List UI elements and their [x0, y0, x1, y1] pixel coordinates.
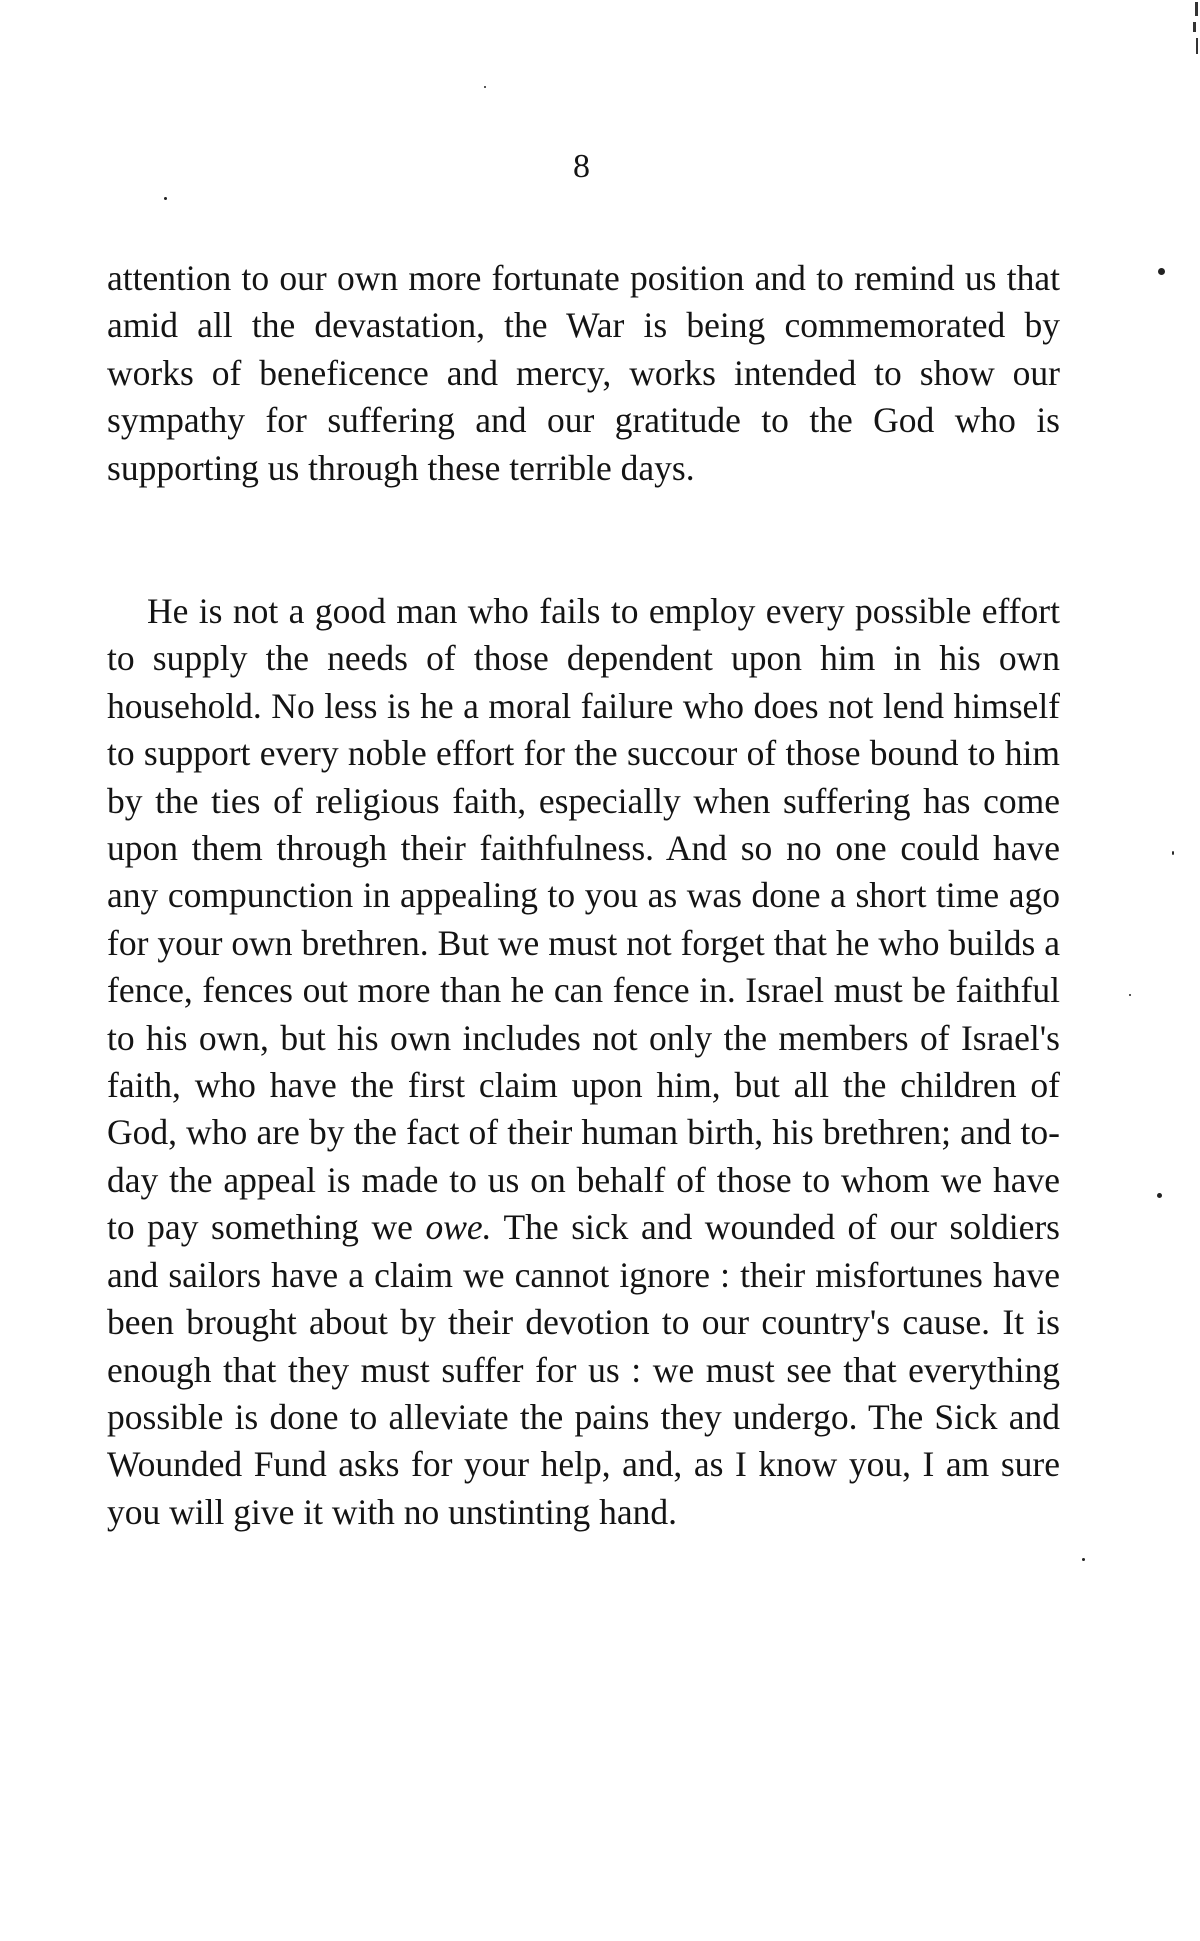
scan-speck — [484, 86, 486, 88]
paragraph-2-emphasis: owe. — [425, 1207, 492, 1248]
paragraph-2-text-a: He is not a good man who fails to employ every possible effort to supply the needs of those dependent upon him in his own household. No less is he a moral failure who does not lend himself to support every noble effort for the succour of those bound to him by the ties of religious faith, especially when suffering has come upon them through their faithfulness. And so no one could have any compunction in appealing to you as was done a short time ago for your own brethren. But we must not forget that he who builds a fence, fences out more than he can fence in. Israel must be faithful to his own, but his own includes not only the members of Israel's faith, who have the first claim upon him, but all the children of God, who are by the fact of their human birth, his brethren; and to-day the appeal is made to us on behalf of those to whom we have to pay something we — [107, 591, 1060, 1248]
scan-edge-marks — [1186, 0, 1200, 60]
scan-speck — [1129, 994, 1131, 996]
scan-speck — [1172, 851, 1174, 855]
scan-speck — [1158, 268, 1165, 275]
scan-speck — [164, 197, 167, 200]
scan-speck — [1082, 1558, 1085, 1561]
paragraph-2 — [107, 588, 1060, 1536]
paragraph-1: attention to our own more fortunate position and to remind us that amid all the devastation, the War is being commemorated by works of beneficence and mercy, works intended to show our sympathy for suffering and our gratitude to the God who is supporting us through these terrible days. — [107, 258, 1060, 488]
scan-speck — [1157, 1193, 1162, 1198]
paragraph-2-text-b: The sick and wounded of our soldiers and sailors have a claim we cannot ignore : their misfortunes have been brought about by their devotion to our country's cause. It is enough that they must suffer for us : we must see that everything possible is done to alleviate the pains they undergo. The Sick and Wounded Fund asks for your help, and, as I know you, I am sure you will give it with no unstinting hand. — [107, 1207, 1060, 1532]
page-number: 8 — [573, 148, 590, 185]
